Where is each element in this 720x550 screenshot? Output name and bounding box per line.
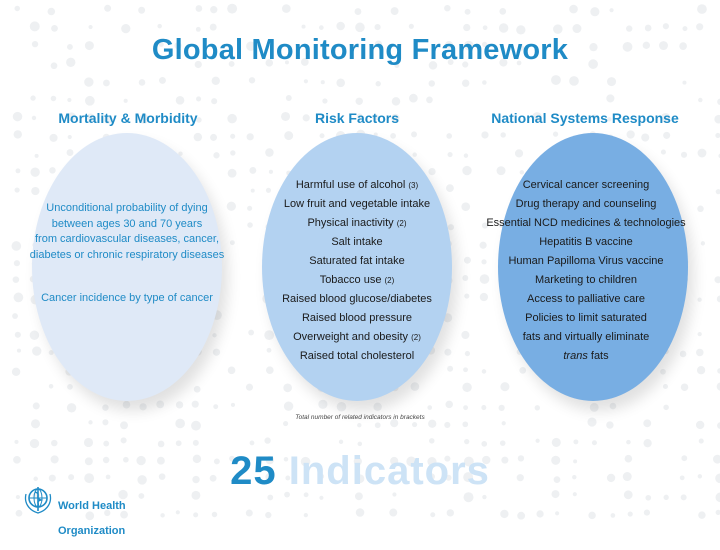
who-wordmark [58,487,126,550]
mortality-line: between ages 30 and 70 years [51,217,203,230]
mortality-line: Unconditional probability of dying [46,202,208,214]
list-item: Cervical cancer screening [522,179,650,191]
list-item: Marketing to children [534,274,638,286]
list-item: Hepatitis B vaccine [539,236,633,248]
list-item: Physical inactivity (2) [307,217,407,229]
list-item: Saturated fat intake [309,255,405,267]
heading-national-systems-response: National Systems Response [491,110,679,126]
footnote: Total number of related indicators in brackets [295,414,425,421]
who-wordmark-line1: World Health [58,499,126,512]
who-emblem-icon [22,484,54,516]
list-item: fats and virtually eliminate [522,331,650,343]
list-item: Access to palliative care [527,293,645,305]
national-systems-list [466,176,706,366]
heading-mortality-morbidity: Mortality & Morbidity [58,110,198,126]
indicators-word: Indicators [288,449,490,493]
list-item: Low fruit and vegetable intake [283,198,431,210]
list-item: Essential NCD medicines & technologies [486,217,686,229]
who-wordmark-line2: Organization [58,524,126,537]
list-item: Drug therapy and counseling [515,198,657,210]
list-item: Harmful use of alcohol (3) [295,179,419,191]
list-item: Human Papilloma Virus vaccine [508,255,664,267]
indicators-number: 25 [230,449,277,493]
who-logo [22,484,142,537]
mortality-line: from cardiovascular diseases, cancer, [34,233,220,245]
mortality-ellipse [32,133,222,401]
list-item: Policies to limit saturated [525,312,647,324]
page-title: Global Monitoring Framework [151,34,569,66]
risk-factors-list [237,176,477,366]
list-item: Tobacco use (2) [319,274,395,286]
mortality-line: diabetes or chronic respiratory diseases [29,248,225,261]
list-item: Raised total cholesterol [299,350,415,362]
mortality-text [12,201,242,263]
list-item: Overweight and obesity (2) [293,331,421,343]
heading-risk-factors: Risk Factors [314,110,400,126]
list-item: Raised blood glucose/diabetes [282,293,432,305]
list-item: trans fats [563,350,609,362]
list-item: Salt intake [331,236,383,248]
list-item: Raised blood pressure [301,312,413,324]
cancer-incidence-text: Cancer incidence by type of cancer [41,292,213,304]
